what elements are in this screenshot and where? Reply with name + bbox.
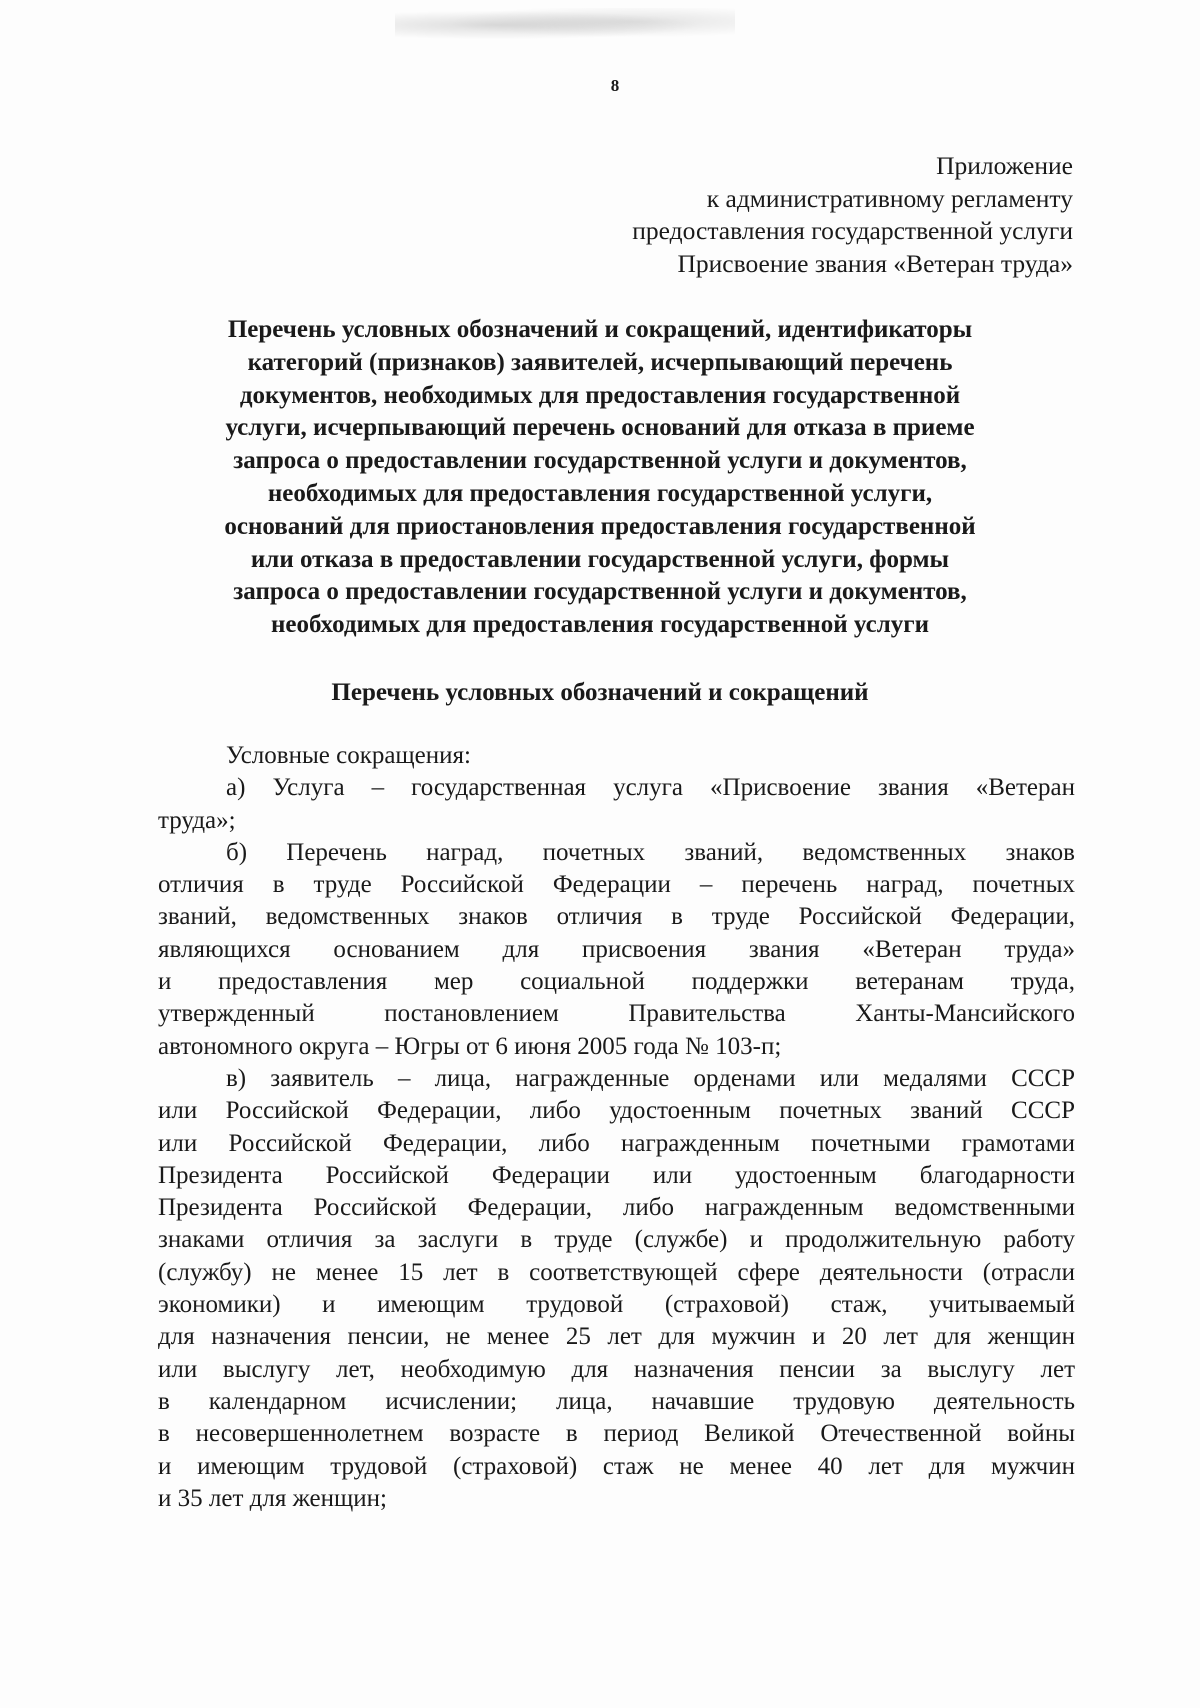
scan-artifact	[395, 8, 735, 42]
title-line: Перечень условных обозначений и сокращений, идентификаторы	[227, 316, 973, 343]
body-line: отличия в труде Российской Федерации – перечень наград, почетных	[158, 871, 1075, 899]
title-line: услуги, исчерпывающий перечень оснований для отказа в приеме	[225, 414, 975, 442]
body-line: или Российской Федерации, либо награжденным почетными грамотами	[158, 1129, 1075, 1157]
body-line: автономного округа – Югры от 6 июня 2005 года № 103-п;	[158, 1032, 782, 1060]
body-line: в) заявитель – лица, награжденные орденами или медалями СССР	[226, 1064, 1075, 1092]
body-line: Президента Российской Федерации, либо награжденным ведомственными	[158, 1194, 1075, 1222]
annex-header	[632, 150, 1073, 280]
body-line: труда»;	[158, 806, 236, 834]
body-line: экономики) и имеющим трудовой (страховой) стаж, учитываемый	[158, 1291, 1075, 1319]
body-line: б) Перечень наград, почетных званий, ведомственных знаков	[226, 838, 1075, 866]
body-line: в календарном исчислении; лица, начавшие трудовую деятельность	[158, 1387, 1075, 1415]
document-body	[158, 740, 1075, 1515]
section-title: Перечень условных обозначений и сокращений	[331, 679, 869, 706]
body-line: а) Услуга – государственная услуга «Присвоение звания «Ветеран	[226, 774, 1075, 802]
annex-line: Приложение	[936, 151, 1073, 180]
body-line: и имеющим трудовой (страховой) стаж не менее 40 лет для мужчин	[158, 1452, 1075, 1480]
title-line: запроса о предоставлении государственной услуги и документов,	[233, 578, 967, 606]
title-line: необходимых для предоставления государственной услуги,	[267, 479, 933, 507]
body-line: знаками отличия за заслуги в труде (службе) и продолжительную работу	[158, 1226, 1075, 1254]
body-line: для назначения пенсии, не менее 25 лет для мужчин и 20 лет для женщин	[158, 1323, 1075, 1351]
body-line: (службу) не менее 15 лет в соответствующей сфере деятельности (отрасли	[158, 1258, 1075, 1286]
annex-line: Присвоение звания «Ветеран труда»	[677, 248, 1073, 278]
title-line: необходимых для предоставления государственной услуги	[271, 611, 929, 639]
annex-line: к административному регламенту	[706, 183, 1073, 213]
body-line: званий, ведомственных знаков отличия в труде Российской Федерации,	[158, 903, 1075, 931]
body-line: Условные сокращения:	[226, 742, 471, 769]
page-number: 8	[610, 76, 620, 95]
body-line: и 35 лет для женщин;	[158, 1484, 387, 1512]
body-line: или выслугу лет, необходимую для назначения пенсии за выслугу лет	[158, 1355, 1075, 1383]
title-line: категорий (признаков) заявителей, исчерпывающий перечень	[247, 348, 953, 376]
body-line: утвержденный постановлением Правительства Ханты-Мансийского	[158, 1000, 1075, 1028]
title-line: документов, необходимых для предоставления государственной	[239, 381, 961, 409]
title-line: оснований для приостановления предоставления государственной	[224, 512, 976, 540]
body-line: Президента Российской Федерации или удостоенным благодарности	[158, 1161, 1075, 1189]
document-title	[150, 314, 1050, 642]
body-line: или Российской Федерации, либо удостоенным почетных званий СССР	[158, 1097, 1075, 1125]
annex-line: предоставления государственной услуги	[632, 216, 1073, 245]
body-line: и предоставления мер социальной поддержки ветеранам труда,	[158, 968, 1075, 996]
body-line: являющихся основанием для присвоения звания «Ветеран труда»	[158, 935, 1075, 963]
body-line: в несовершеннолетнем возрасте в период Великой Отечественной войны	[158, 1420, 1075, 1448]
title-line: или отказа в предоставлении государственной услуги, формы	[250, 545, 950, 573]
title-line: запроса о предоставлении государственной услуги и документов,	[233, 447, 967, 475]
